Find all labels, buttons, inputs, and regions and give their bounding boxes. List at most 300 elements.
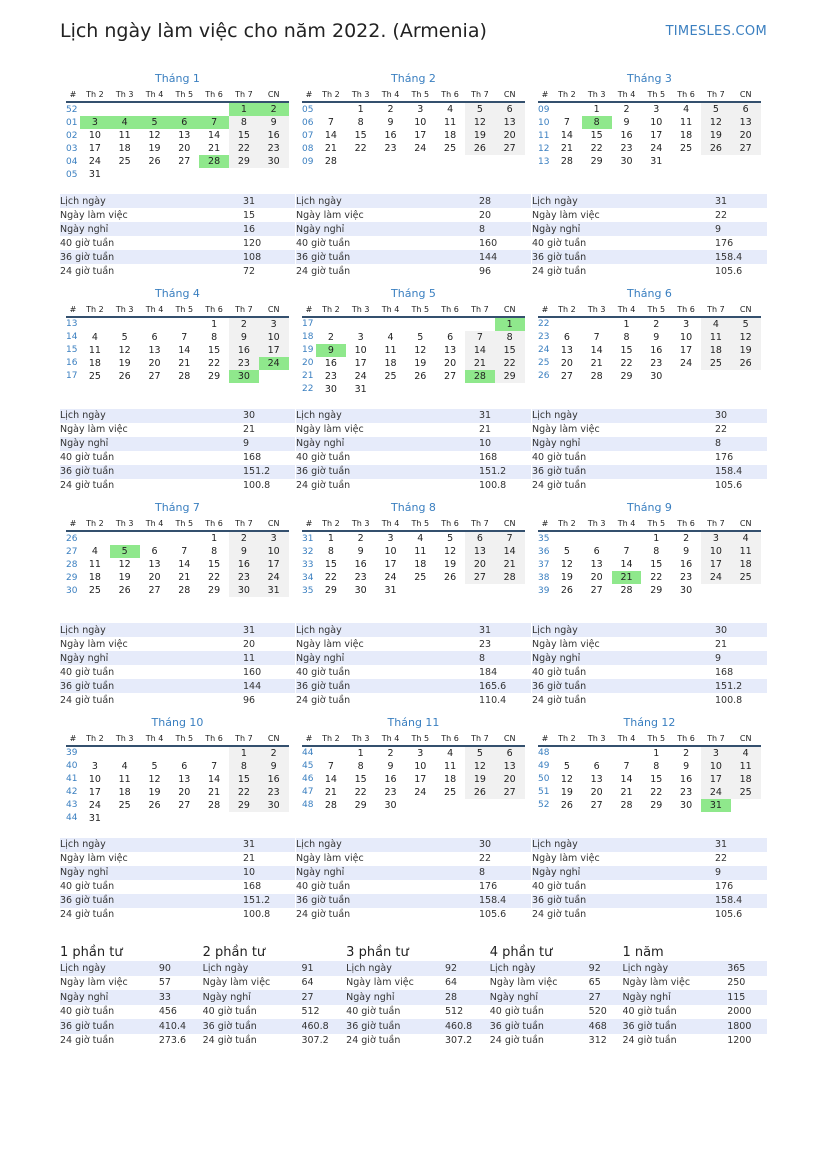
day-cell[interactable]: 21 — [208, 143, 221, 154]
day-cell[interactable]: 3 — [80, 116, 110, 129]
day-cell[interactable]: 22 — [229, 142, 259, 155]
day-cell[interactable]: 15 — [650, 773, 663, 785]
day-cell[interactable]: 2 — [653, 318, 660, 330]
day-cell[interactable]: 13 — [148, 559, 161, 570]
day-cell[interactable]: 2 — [357, 533, 364, 544]
day-cell[interactable]: 15 — [324, 559, 337, 570]
day-cell[interactable]: 31 — [259, 584, 289, 597]
day-cell[interactable]: 10 — [354, 344, 367, 356]
day-cell[interactable]: 20 — [731, 129, 761, 142]
day-cell[interactable]: 23 — [650, 357, 663, 369]
day-cell[interactable]: 10 — [414, 760, 427, 772]
day-cell[interactable]: 9 — [387, 117, 394, 128]
day-cell[interactable]: 24 — [384, 572, 397, 583]
day-cell[interactable]: 25 — [680, 143, 693, 154]
day-cell[interactable]: 1 — [229, 746, 259, 760]
day-cell[interactable]: 4 — [683, 104, 690, 115]
day-cell[interactable]: 25 — [731, 786, 761, 799]
day-cell[interactable]: 12 — [465, 760, 495, 773]
day-cell[interactable]: 22 — [354, 786, 367, 798]
day-cell[interactable]: 24 — [88, 156, 101, 167]
day-cell[interactable]: 27 — [444, 370, 457, 382]
day-cell[interactable]: 9 — [229, 331, 259, 344]
day-cell[interactable]: 28 — [199, 155, 229, 168]
day-cell[interactable]: 16 — [259, 129, 289, 142]
day-cell[interactable]: 5 — [701, 102, 731, 116]
day-cell[interactable]: 3 — [259, 317, 289, 331]
day-cell[interactable]: 31 — [384, 585, 397, 596]
day-cell[interactable]: 18 — [680, 130, 693, 141]
day-cell[interactable]: 16 — [680, 773, 693, 785]
day-cell[interactable]: 13 — [148, 344, 161, 356]
day-cell[interactable]: 2 — [387, 747, 394, 759]
day-cell[interactable]: 1 — [211, 318, 218, 330]
day-cell[interactable]: 26 — [560, 585, 573, 596]
day-cell[interactable]: 21 — [620, 786, 633, 798]
day-cell[interactable]: 26 — [148, 156, 161, 167]
day-cell[interactable]: 9 — [653, 331, 660, 343]
day-cell[interactable]: 25 — [414, 572, 427, 583]
day-cell[interactable]: 26 — [731, 357, 761, 370]
day-cell[interactable]: 4 — [110, 116, 140, 129]
day-cell[interactable]: 17 — [414, 773, 427, 785]
day-cell[interactable]: 22 — [208, 357, 221, 369]
day-cell[interactable]: 25 — [88, 585, 101, 596]
day-cell[interactable]: 17 — [384, 559, 397, 570]
day-cell[interactable]: 14 — [208, 130, 221, 141]
day-cell[interactable]: 13 — [444, 344, 457, 356]
day-cell[interactable]: 12 — [560, 773, 573, 785]
day-cell[interactable]: 7 — [199, 116, 229, 129]
day-cell[interactable]: 20 — [590, 572, 603, 583]
day-cell[interactable]: 15 — [650, 559, 663, 570]
day-cell[interactable]: 22 — [208, 572, 221, 583]
day-cell[interactable]: 30 — [229, 584, 259, 597]
day-cell[interactable]: 26 — [465, 142, 495, 155]
day-cell[interactable]: 1 — [357, 747, 364, 759]
day-cell[interactable]: 7 — [327, 117, 334, 128]
day-cell[interactable]: 6 — [495, 746, 525, 760]
day-cell[interactable]: 30 — [680, 799, 693, 811]
day-cell[interactable]: 12 — [731, 331, 761, 344]
day-cell[interactable]: 20 — [178, 786, 191, 798]
day-cell[interactable]: 18 — [444, 130, 457, 141]
day-cell[interactable]: 12 — [414, 344, 427, 356]
day-cell[interactable]: 10 — [259, 331, 289, 344]
day-cell[interactable]: 30 — [620, 156, 633, 167]
day-cell[interactable]: 31 — [354, 383, 367, 395]
day-cell[interactable]: 7 — [211, 760, 218, 772]
day-cell[interactable]: 12 — [701, 116, 731, 129]
day-cell[interactable]: 15 — [495, 344, 525, 357]
day-cell[interactable]: 6 — [593, 546, 600, 557]
day-cell[interactable]: 25 — [444, 786, 457, 798]
day-cell[interactable]: 22 — [324, 572, 337, 583]
day-cell[interactable]: 14 — [620, 559, 633, 570]
day-cell[interactable]: 11 — [731, 545, 761, 558]
day-cell[interactable]: 24 — [680, 357, 693, 369]
day-cell[interactable]: 20 — [148, 357, 161, 369]
day-cell[interactable]: 8 — [229, 760, 259, 773]
day-cell[interactable]: 9 — [259, 760, 289, 773]
day-cell[interactable]: 17 — [259, 344, 289, 357]
day-cell[interactable]: 22 — [354, 143, 367, 154]
day-cell[interactable]: 7 — [495, 531, 525, 545]
day-cell[interactable]: 26 — [118, 370, 131, 382]
day-cell[interactable]: 31 — [88, 812, 101, 824]
day-cell[interactable]: 13 — [590, 773, 603, 785]
day-cell[interactable]: 17 — [414, 130, 427, 141]
day-cell[interactable]: 2 — [623, 104, 630, 115]
day-cell[interactable]: 2 — [229, 531, 259, 545]
day-cell[interactable]: 28 — [178, 370, 191, 382]
day-cell[interactable]: 26 — [560, 799, 573, 811]
day-cell[interactable]: 8 — [653, 760, 660, 772]
day-cell[interactable]: 7 — [623, 760, 630, 772]
day-cell[interactable]: 21 — [324, 786, 337, 798]
day-cell[interactable]: 17 — [259, 558, 289, 571]
day-cell[interactable]: 20 — [444, 357, 457, 369]
day-cell[interactable]: 6 — [447, 331, 454, 343]
day-cell[interactable]: 6 — [563, 331, 570, 343]
day-cell[interactable]: 5 — [121, 331, 128, 343]
day-cell[interactable]: 20 — [495, 773, 525, 786]
day-cell[interactable]: 14 — [495, 545, 525, 558]
day-cell[interactable]: 17 — [354, 357, 367, 369]
day-cell[interactable]: 5 — [140, 116, 170, 129]
day-cell[interactable]: 19 — [444, 559, 457, 570]
day-cell[interactable]: 28 — [620, 585, 633, 596]
day-cell[interactable]: 30 — [259, 799, 289, 812]
day-cell[interactable]: 16 — [680, 559, 693, 570]
day-cell[interactable]: 5 — [417, 331, 424, 343]
day-cell[interactable]: 16 — [229, 344, 259, 357]
day-cell[interactable]: 21 — [612, 571, 642, 584]
day-cell[interactable]: 19 — [148, 786, 161, 798]
day-cell[interactable]: 25 — [88, 370, 101, 382]
day-cell[interactable]: 14 — [178, 344, 191, 356]
day-cell[interactable]: 17 — [88, 786, 101, 798]
day-cell[interactable]: 15 — [229, 129, 259, 142]
day-cell[interactable]: 21 — [208, 786, 221, 798]
day-cell[interactable]: 30 — [650, 370, 663, 382]
day-cell[interactable]: 2 — [683, 747, 690, 759]
day-cell[interactable]: 3 — [701, 746, 731, 760]
day-cell[interactable]: 5 — [731, 317, 761, 331]
day-cell[interactable]: 21 — [324, 143, 337, 154]
day-cell[interactable]: 3 — [701, 531, 731, 545]
day-cell[interactable]: 24 — [701, 786, 731, 799]
day-cell[interactable]: 24 — [701, 571, 731, 584]
day-cell[interactable]: 7 — [593, 331, 600, 343]
day-cell[interactable]: 27 — [178, 156, 191, 167]
day-cell[interactable]: 30 — [680, 585, 693, 596]
day-cell[interactable]: 5 — [110, 545, 140, 558]
day-cell[interactable]: 30 — [229, 370, 259, 383]
day-cell[interactable]: 24 — [259, 571, 289, 584]
day-cell[interactable]: 4 — [417, 533, 424, 544]
day-cell[interactable]: 22 — [650, 786, 663, 798]
day-cell[interactable]: 27 — [560, 370, 573, 382]
day-cell[interactable]: 8 — [495, 331, 525, 344]
day-cell[interactable]: 17 — [650, 130, 663, 141]
day-cell[interactable]: 28 — [590, 370, 603, 382]
day-cell[interactable]: 7 — [327, 760, 334, 772]
day-cell[interactable]: 1 — [211, 533, 218, 544]
day-cell[interactable]: 2 — [683, 533, 690, 544]
day-cell[interactable]: 3 — [387, 533, 394, 544]
day-cell[interactable]: 18 — [384, 357, 397, 369]
day-cell[interactable]: 15 — [354, 130, 367, 141]
day-cell[interactable]: 19 — [560, 572, 573, 583]
day-cell[interactable]: 26 — [414, 370, 427, 382]
day-cell[interactable]: 30 — [354, 585, 367, 596]
day-cell[interactable]: 29 — [495, 370, 525, 383]
day-cell[interactable]: 27 — [495, 142, 525, 155]
brand-link[interactable]: TIMESLES.COM — [665, 24, 767, 39]
day-cell[interactable]: 3 — [259, 531, 289, 545]
day-cell[interactable]: 4 — [701, 317, 731, 331]
day-cell[interactable]: 19 — [465, 129, 495, 142]
day-cell[interactable]: 4 — [731, 746, 761, 760]
day-cell[interactable]: 18 — [414, 559, 427, 570]
day-cell[interactable]: 21 — [590, 357, 603, 369]
day-cell[interactable]: 25 — [444, 143, 457, 154]
day-cell[interactable]: 27 — [495, 786, 525, 799]
day-cell[interactable]: 10 — [414, 117, 427, 128]
day-cell[interactable]: 24 — [354, 370, 367, 382]
day-cell[interactable]: 14 — [590, 344, 603, 356]
day-cell[interactable]: 18 — [444, 773, 457, 785]
day-cell[interactable]: 10 — [384, 546, 397, 557]
day-cell[interactable]: 28 — [465, 370, 495, 383]
day-cell[interactable]: 28 — [324, 799, 337, 811]
day-cell[interactable]: 6 — [731, 102, 761, 116]
day-cell[interactable]: 15 — [208, 559, 221, 570]
day-cell[interactable]: 7 — [563, 117, 570, 128]
day-cell[interactable]: 3 — [91, 760, 98, 772]
day-cell[interactable]: 14 — [465, 344, 495, 357]
day-cell[interactable]: 27 — [148, 370, 161, 382]
day-cell[interactable]: 1 — [593, 104, 600, 115]
day-cell[interactable]: 25 — [731, 571, 761, 584]
day-cell[interactable]: 16 — [259, 773, 289, 786]
day-cell[interactable]: 6 — [151, 331, 158, 343]
day-cell[interactable]: 23 — [384, 786, 397, 798]
day-cell[interactable]: 1 — [357, 104, 364, 115]
day-cell[interactable]: 24 — [414, 786, 427, 798]
day-cell[interactable]: 11 — [680, 117, 693, 128]
day-cell[interactable]: 28 — [495, 571, 525, 584]
day-cell[interactable]: 19 — [118, 572, 131, 583]
day-cell[interactable]: 7 — [623, 546, 630, 557]
day-cell[interactable]: 27 — [731, 142, 761, 155]
day-cell[interactable]: 8 — [211, 546, 218, 557]
day-cell[interactable]: 4 — [731, 531, 761, 545]
day-cell[interactable]: 7 — [181, 331, 188, 343]
day-cell[interactable]: 8 — [357, 760, 364, 772]
day-cell[interactable]: 13 — [465, 545, 495, 558]
day-cell[interactable]: 22 — [590, 143, 603, 154]
day-cell[interactable]: 27 — [148, 585, 161, 596]
day-cell[interactable]: 25 — [701, 357, 731, 370]
day-cell[interactable]: 17 — [701, 558, 731, 571]
day-cell[interactable]: 7 — [465, 331, 495, 344]
day-cell[interactable]: 3 — [417, 747, 424, 759]
day-cell[interactable]: 12 — [148, 773, 161, 785]
day-cell[interactable]: 14 — [324, 130, 337, 141]
day-cell[interactable]: 11 — [444, 760, 457, 772]
day-cell[interactable]: 4 — [447, 104, 454, 115]
day-cell[interactable]: 18 — [118, 786, 131, 798]
day-cell[interactable]: 27 — [590, 799, 603, 811]
day-cell[interactable]: 13 — [590, 559, 603, 570]
day-cell[interactable]: 2 — [259, 746, 289, 760]
day-cell[interactable]: 21 — [560, 143, 573, 154]
day-cell[interactable]: 21 — [465, 357, 495, 370]
day-cell[interactable]: 31 — [650, 156, 663, 167]
day-cell[interactable]: 23 — [354, 572, 367, 583]
day-cell[interactable]: 15 — [229, 773, 259, 786]
day-cell[interactable]: 15 — [590, 130, 603, 141]
day-cell[interactable]: 4 — [387, 331, 394, 343]
day-cell[interactable]: 4 — [447, 747, 454, 759]
day-cell[interactable]: 23 — [324, 370, 337, 382]
day-cell[interactable]: 6 — [593, 760, 600, 772]
day-cell[interactable]: 19 — [148, 143, 161, 154]
day-cell[interactable]: 28 — [560, 156, 573, 167]
day-cell[interactable]: 1 — [653, 747, 660, 759]
day-cell[interactable]: 19 — [731, 344, 761, 357]
day-cell[interactable]: 5 — [151, 760, 158, 772]
day-cell[interactable]: 8 — [582, 116, 612, 129]
day-cell[interactable]: 29 — [208, 370, 221, 382]
day-cell[interactable]: 12 — [444, 546, 457, 557]
day-cell[interactable]: 22 — [650, 572, 663, 583]
day-cell[interactable]: 21 — [178, 572, 191, 583]
day-cell[interactable]: 26 — [118, 585, 131, 596]
day-cell[interactable]: 19 — [465, 773, 495, 786]
day-cell[interactable]: 26 — [701, 142, 731, 155]
day-cell[interactable]: 1 — [327, 533, 334, 544]
day-cell[interactable]: 14 — [208, 773, 221, 785]
day-cell[interactable]: 13 — [495, 116, 525, 129]
day-cell[interactable]: 29 — [650, 585, 663, 596]
day-cell[interactable]: 17 — [88, 143, 101, 154]
day-cell[interactable]: 9 — [357, 546, 364, 557]
day-cell[interactable]: 3 — [653, 104, 660, 115]
day-cell[interactable]: 11 — [118, 130, 131, 141]
day-cell[interactable]: 17 — [680, 344, 693, 356]
day-cell[interactable]: 1 — [229, 102, 259, 116]
day-cell[interactable]: 2 — [229, 317, 259, 331]
day-cell[interactable]: 27 — [178, 799, 191, 811]
day-cell[interactable]: 11 — [414, 546, 427, 557]
day-cell[interactable]: 24 — [414, 143, 427, 154]
day-cell[interactable]: 5 — [563, 760, 570, 772]
day-cell[interactable]: 22 — [229, 786, 259, 799]
day-cell[interactable]: 12 — [560, 559, 573, 570]
day-cell[interactable]: 23 — [680, 572, 693, 583]
day-cell[interactable]: 23 — [259, 786, 289, 799]
day-cell[interactable]: 9 — [259, 116, 289, 129]
day-cell[interactable]: 16 — [620, 130, 633, 141]
day-cell[interactable]: 1 — [495, 317, 525, 331]
day-cell[interactable]: 18 — [88, 572, 101, 583]
day-cell[interactable]: 18 — [731, 773, 761, 786]
day-cell[interactable]: 20 — [465, 558, 495, 571]
day-cell[interactable]: 12 — [465, 116, 495, 129]
day-cell[interactable]: 18 — [731, 558, 761, 571]
day-cell[interactable]: 22 — [495, 357, 525, 370]
day-cell[interactable]: 16 — [229, 558, 259, 571]
day-cell[interactable]: 8 — [229, 116, 259, 129]
day-cell[interactable]: 8 — [653, 546, 660, 557]
day-cell[interactable]: 16 — [324, 357, 337, 369]
day-cell[interactable]: 18 — [118, 143, 131, 154]
day-cell[interactable]: 6 — [169, 116, 199, 129]
day-cell[interactable]: 19 — [701, 129, 731, 142]
day-cell[interactable]: 7 — [181, 546, 188, 557]
day-cell[interactable]: 10 — [650, 117, 663, 128]
day-cell[interactable]: 28 — [620, 799, 633, 811]
day-cell[interactable]: 16 — [384, 773, 397, 785]
day-cell[interactable]: 14 — [324, 773, 337, 785]
day-cell[interactable]: 11 — [384, 344, 397, 356]
day-cell[interactable]: 16 — [384, 130, 397, 141]
day-cell[interactable]: 19 — [118, 357, 131, 369]
day-cell[interactable]: 29 — [650, 799, 663, 811]
day-cell[interactable]: 23 — [384, 143, 397, 154]
day-cell[interactable]: 20 — [148, 572, 161, 583]
day-cell[interactable]: 26 — [444, 572, 457, 583]
day-cell[interactable]: 4 — [91, 546, 98, 557]
day-cell[interactable]: 30 — [259, 155, 289, 168]
day-cell[interactable]: 5 — [465, 746, 495, 760]
day-cell[interactable]: 11 — [88, 344, 101, 356]
day-cell[interactable]: 13 — [731, 116, 761, 129]
day-cell[interactable]: 20 — [495, 129, 525, 142]
day-cell[interactable]: 4 — [121, 760, 128, 772]
day-cell[interactable]: 8 — [623, 331, 630, 343]
day-cell[interactable]: 6 — [181, 760, 188, 772]
day-cell[interactable]: 10 — [701, 760, 731, 773]
day-cell[interactable]: 10 — [88, 130, 101, 141]
day-cell[interactable]: 15 — [620, 344, 633, 356]
day-cell[interactable]: 5 — [465, 102, 495, 116]
day-cell[interactable]: 29 — [324, 585, 337, 596]
day-cell[interactable]: 24 — [259, 357, 289, 370]
day-cell[interactable]: 25 — [384, 370, 397, 382]
day-cell[interactable]: 27 — [590, 585, 603, 596]
day-cell[interactable]: 10 — [701, 545, 731, 558]
day-cell[interactable]: 11 — [701, 331, 731, 344]
day-cell[interactable]: 11 — [444, 117, 457, 128]
day-cell[interactable]: 9 — [229, 545, 259, 558]
day-cell[interactable]: 11 — [731, 760, 761, 773]
day-cell[interactable]: 25 — [118, 156, 131, 167]
day-cell[interactable]: 22 — [620, 357, 633, 369]
day-cell[interactable]: 13 — [178, 773, 191, 785]
day-cell[interactable]: 3 — [683, 318, 690, 330]
day-cell[interactable]: 14 — [620, 773, 633, 785]
day-cell[interactable]: 29 — [620, 370, 633, 382]
day-cell[interactable]: 15 — [208, 344, 221, 356]
day-cell[interactable]: 19 — [560, 786, 573, 798]
day-cell[interactable]: 20 — [178, 143, 191, 154]
day-cell[interactable]: 5 — [447, 533, 454, 544]
day-cell[interactable]: 23 — [620, 143, 633, 154]
